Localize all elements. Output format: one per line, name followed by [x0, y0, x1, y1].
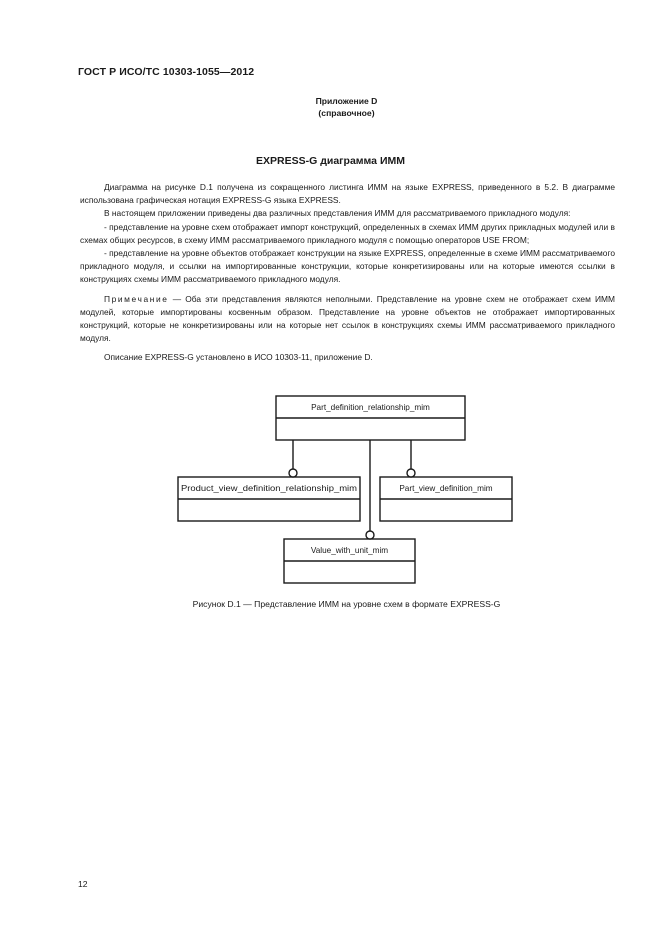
note-text: — Оба эти представления являются неполными. Представление на уровне схем не отображает схем ИММ модулей, которые импортированы косвенным образом. Представление на уровне объектов не отображает импортированных конструкций, которые не конкретизированы или на которые нет ссылок в конструкциях схемы ИММ рассматриваемого прикладного модуля.: [80, 293, 616, 344]
figure-caption: Рисунок D.1 — Представление ИММ на уровне схем в формате EXPRESS-G: [192, 599, 501, 609]
schema-name-right: Part_view_definition_mim: [399, 484, 493, 493]
paragraph-4: - представление на уровне объектов отображает конструкции на языке EXPRESS, определенные в схеме ИММ рассматриваемого прикладного модуля, и ссылки на импортированные конструкции, которые конкретизированы или на которые имеются ссылки в конструкциях схемы ИММ рассматриваемого прикладного модуля.: [80, 248, 615, 285]
annex-label: Приложение D: [315, 96, 378, 106]
annex-status: (справочное): [318, 108, 375, 118]
section-title: EXPRESS-G диаграмма ИММ: [256, 155, 405, 167]
standard-header: ГОСТ Р ИСО/ТС 10303-1055—2012: [78, 66, 255, 78]
schema-name-bottom: Value_with_unit_mim: [310, 546, 389, 555]
paragraph-5: Описание EXPRESS-G установлено в ИСО 10303-11, приложение D.: [104, 352, 373, 363]
page-number: 12: [78, 879, 88, 889]
relation-end-circle-left: [289, 469, 297, 477]
note-label: Примечание: [104, 293, 169, 304]
paragraph-3: - представление на уровне схем отображает импорт конструкций, определенных в схемах ИММ других прикладных модулей или в схемах общих ресурсов, в схему ИММ рассматриваемого прикладного модуля с помощью операторов USE FROM;: [80, 221, 615, 245]
schema-name-left: Product_view_definition_relationship_mim: [181, 484, 358, 493]
relation-end-circle-right: [407, 469, 415, 477]
schema-name-top: Part_definition_relationship_mim: [311, 403, 430, 412]
relation-end-circle-bottom: [366, 531, 374, 539]
paragraph-2: В настоящем приложении приведены два различных представления ИММ для рассматриваемого прикладного модуля:: [104, 208, 571, 219]
paragraph-1: Диаграмма на рисунке D.1 получена из сокращенного листинга ИММ на языке EXPRESS, приведенного в 5.2. В диаграмме использована графическая нотация EXPRESS-G языка EXPRESS.: [80, 182, 615, 206]
